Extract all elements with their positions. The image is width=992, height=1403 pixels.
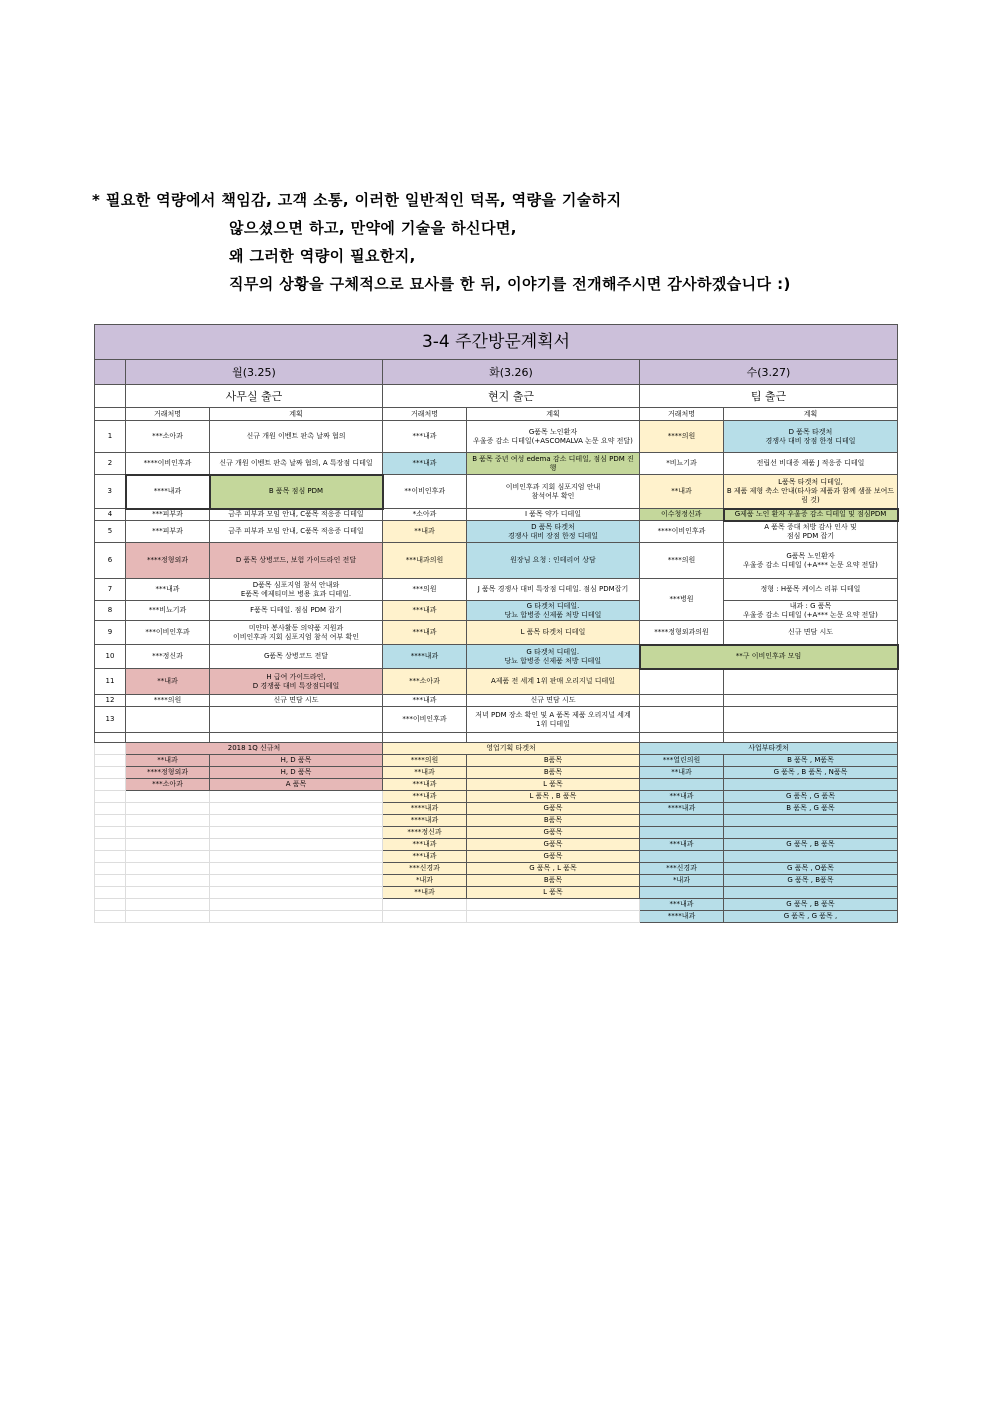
summary-division-client: **내과 xyxy=(640,767,724,779)
note-line-2: 않으셨으면 하고, 만약에 기술을 하신다면, xyxy=(229,219,517,237)
row-number: 11 xyxy=(95,669,126,695)
summary-planning-product: B품목 xyxy=(467,755,640,767)
summary-new-client: ***소아과 xyxy=(126,779,210,791)
note-line-1: * 필요한 역량에서 책임감, 고객 소통, 이러한 일반적인 덕목, 역량을 기술하지 xyxy=(92,191,622,209)
plan-row xyxy=(95,601,898,621)
tue-client: **이비인후과 xyxy=(383,475,467,509)
summary-planning-product: L 품목 , B 품목 xyxy=(467,791,640,803)
summary-division-client xyxy=(640,779,724,791)
mon-client: ****내과 xyxy=(126,475,210,509)
tue-plan: L 품목 타겟처 디테일 xyxy=(467,621,640,645)
tue-plan: 이비인후과 지회 심포지엄 안내 참석여부 확인 xyxy=(467,475,640,509)
wed-plan xyxy=(724,695,898,707)
summary-row xyxy=(95,851,898,863)
summary-new-client xyxy=(126,863,210,875)
tue-plan: G품목 노인환자 우울증 감소 디테일(+ASCOMALVA 논문 요약 전달) xyxy=(467,421,640,453)
summary-new-product xyxy=(210,803,383,815)
summary-division-product: G 품목 , G 품목 xyxy=(724,791,898,803)
summary-division-client: *내과 xyxy=(640,875,724,887)
mon-client: ***비뇨기과 xyxy=(126,601,210,621)
wed-client xyxy=(640,669,724,695)
mon-plan xyxy=(210,707,383,733)
tue-plan: B 품목 중년 여성 edema 감소 디테일, 점심 PDM 진행 xyxy=(467,453,640,475)
col-client: 거래처명 xyxy=(126,408,210,421)
plan-row xyxy=(95,421,898,453)
summary-planning-client: **내과 xyxy=(383,887,467,899)
tue-client: *소아과 xyxy=(383,509,467,521)
summary-new-client xyxy=(126,815,210,827)
place-mon: 사무실 출근 xyxy=(126,385,383,408)
mon-client xyxy=(126,707,210,733)
wed-plan: G제품 노인 환자 우울증 감소 디테일 및 점심PDM xyxy=(724,509,898,521)
summary-planning-client: ***내과 xyxy=(383,791,467,803)
mon-client: ***소아과 xyxy=(126,421,210,453)
note-line-3: 왜 그러한 역량이 필요한지, xyxy=(229,247,416,265)
wed-plan: A 품목 증대 처방 감사 인사 및 점심 PDM 잡기 xyxy=(724,521,898,543)
instruction-note xyxy=(92,186,791,298)
summary-new-product xyxy=(210,875,383,887)
plan-row xyxy=(95,521,898,543)
mon-client: ****이비인후과 xyxy=(126,453,210,475)
plan-row xyxy=(95,707,898,733)
mon-client: ***정신과 xyxy=(126,645,210,669)
summary-division-client: ***내과 xyxy=(640,839,724,851)
summary-new-product xyxy=(210,791,383,803)
summary-division-client xyxy=(640,851,724,863)
summary-division-client xyxy=(640,815,724,827)
tue-plan: G 타겟처 디테일. 당뇨 합병증 신제품 처방 디테일 xyxy=(467,645,640,669)
summary-division-product: G 품목 , B 품목 xyxy=(724,899,898,911)
mon-client: **내과 xyxy=(126,669,210,695)
summary-division-client: ***신경과 xyxy=(640,863,724,875)
mon-plan: F품목 디테일. 점심 PDM 잡기 xyxy=(210,601,383,621)
summary-division-client: ****내과 xyxy=(640,803,724,815)
summary-division-product: B 품목 , M품목 xyxy=(724,755,898,767)
summary-planning-product: G품목 xyxy=(467,839,640,851)
summary-header-new: 2018 1Q 신규처 xyxy=(126,743,383,755)
tue-plan: 원장님 요청 : 인테리어 상담 xyxy=(467,543,640,579)
summary-planning-client: *내과 xyxy=(383,875,467,887)
summary-header-division: 사업부타겟처 xyxy=(640,743,898,755)
summary-division-product: G 품목 , B 품목 , N품목 xyxy=(724,767,898,779)
spacer-row xyxy=(95,733,898,743)
summary-division-client: ****내과 xyxy=(640,911,724,923)
plan-row xyxy=(95,509,898,521)
summary-planning-client: ***내과 xyxy=(383,851,467,863)
summary-planning-product: G품목 xyxy=(467,851,640,863)
summary-row xyxy=(95,803,898,815)
mon-client: ***이비인후과 xyxy=(126,621,210,645)
mon-plan: G품목 상병코드 전달 xyxy=(210,645,383,669)
row-number: 4 xyxy=(95,509,126,521)
mon-client: ****정형외과 xyxy=(126,543,210,579)
plan-title: 3-4 주간방문계획서 xyxy=(95,325,898,360)
plan-row xyxy=(95,579,898,601)
plan-row xyxy=(95,453,898,475)
row-number: 1 xyxy=(95,421,126,453)
summary-planning-client: ****내과 xyxy=(383,803,467,815)
wed-plan: 전립선 비대증 제품 J 적응증 디테일 xyxy=(724,453,898,475)
mon-plan: H 급여 가이드라인, D 경쟁품 대비 특장점디테일 xyxy=(210,669,383,695)
summary-new-product xyxy=(210,851,383,863)
summary-new-product xyxy=(210,887,383,899)
summary-row xyxy=(95,863,898,875)
summary-body xyxy=(95,755,898,923)
tue-client: ***내과 xyxy=(383,621,467,645)
col-plan: 계획 xyxy=(210,408,383,421)
tue-plan: 신규 면담 시도 xyxy=(467,695,640,707)
row-number: 10 xyxy=(95,645,126,669)
note-line-4: 직무의 상황을 구체적으로 묘사를 한 뒤, 이야기를 전개해주시면 감사하겠습니다 :) xyxy=(229,275,791,293)
mon-client: ***피부과 xyxy=(126,521,210,543)
summary-division-product xyxy=(724,851,898,863)
summary-division-product: G 품목 , G 품목 , xyxy=(724,911,898,923)
mon-client: ****의원 xyxy=(126,695,210,707)
summary-planning-product xyxy=(467,899,640,911)
row-number: 6 xyxy=(95,543,126,579)
plan-row xyxy=(95,645,898,669)
mon-plan: B 품목 점심 PDM xyxy=(210,475,383,509)
summary-division-product: B 품목 , G 품목 xyxy=(724,803,898,815)
mon-plan: D 품목 상병코드, 보험 가이드라인 전달 xyxy=(210,543,383,579)
summary-row xyxy=(95,839,898,851)
summary-division-client: ***내과 xyxy=(640,791,724,803)
wed-client: *비뇨기과 xyxy=(640,453,724,475)
summary-new-product xyxy=(210,827,383,839)
wed-plan: 내과 : G 품목 우울증 감소 디테일 (+A*** 논문 요약 전달) xyxy=(724,601,898,621)
summary-planning-client: ***신경과 xyxy=(383,863,467,875)
row-number: 9 xyxy=(95,621,126,645)
summary-planning-client: ****내과 xyxy=(383,815,467,827)
summary-planning-product: G 품목 , L 품목 xyxy=(467,863,640,875)
place-tue: 현지 출근 xyxy=(383,385,640,408)
row-number: 3 xyxy=(95,475,126,509)
tue-client: ***이비인후과 xyxy=(383,707,467,733)
row-number: 7 xyxy=(95,579,126,601)
summary-new-product: H, D 품목 xyxy=(210,755,383,767)
summary-planning-client: ****의원 xyxy=(383,755,467,767)
summary-division-client: ***열린의원 xyxy=(640,755,724,767)
summary-planning-product: B품목 xyxy=(467,767,640,779)
summary-row xyxy=(95,827,898,839)
summary-new-client xyxy=(126,899,210,911)
weekly-visit-plan-table xyxy=(94,324,899,923)
tue-client: ***소아과 xyxy=(383,669,467,695)
col-client: 거래처명 xyxy=(640,408,724,421)
mon-plan: 신규 개원 이벤트 판촉 날짜 협의 xyxy=(210,421,383,453)
summary-planning-client: **내과 xyxy=(383,767,467,779)
mon-plan: D품목 심포지엄 참석 안내와 E품목 에제티미브 병용 효과 디테일. xyxy=(210,579,383,601)
summary-division-product xyxy=(724,815,898,827)
plan-row xyxy=(95,669,898,695)
plan-row xyxy=(95,543,898,579)
summary-planning-product: B품목 xyxy=(467,815,640,827)
wed-client: ****의원 xyxy=(640,543,724,579)
summary-planning-client xyxy=(383,911,467,923)
summary-new-product: A 품목 xyxy=(210,779,383,791)
wed-client xyxy=(640,707,724,733)
summary-planning-product xyxy=(467,911,640,923)
summary-planning-client: ****정신과 xyxy=(383,827,467,839)
summary-new-client xyxy=(126,839,210,851)
wed-meeting: **구 이비인후과 모임 xyxy=(640,645,898,669)
wed-plan: 신규 면담 시도 xyxy=(724,621,898,645)
row-number: 8 xyxy=(95,601,126,621)
wed-plan: D 품목 타겟처 경쟁사 대비 장점 한정 디테일 xyxy=(724,421,898,453)
summary-new-product xyxy=(210,839,383,851)
summary-division-product: G 품목 , B품목 xyxy=(724,875,898,887)
wed-client: **내과 xyxy=(640,475,724,509)
tue-plan: A제품 전 세계 1위 판매 오리지널 디테일 xyxy=(467,669,640,695)
summary-new-product xyxy=(210,911,383,923)
summary-new-client xyxy=(126,911,210,923)
summary-division-product: G 품목 , B 품목 xyxy=(724,839,898,851)
summary-row xyxy=(95,779,898,791)
wed-client: ***병원 xyxy=(640,579,724,621)
tue-client: ***의원 xyxy=(383,579,467,601)
summary-row xyxy=(95,887,898,899)
summary-planning-product: L 품목 xyxy=(467,887,640,899)
tue-client: ***내과 xyxy=(383,421,467,453)
plan-title-row xyxy=(95,325,898,360)
summary-division-client: ***내과 xyxy=(640,899,724,911)
wed-plan: L품목 타겟처 디테일, B 제품 제형 축소 안내(타사와 제품과 함께 샘플 보여드림 것) xyxy=(724,475,898,509)
summary-planning-product: G품목 xyxy=(467,827,640,839)
tue-plan: J 품목 경쟁사 대비 특장점 디테일. 점심 PDM잡기 xyxy=(467,579,640,601)
mon-plan: 신규 개원 이벤트 판촉 날짜 협의, A 특장점 디테일 xyxy=(210,453,383,475)
summary-planning-client: ***내과 xyxy=(383,779,467,791)
summary-division-product xyxy=(724,887,898,899)
summary-planning-product: G품목 xyxy=(467,803,640,815)
wed-client: ****의원 xyxy=(640,421,724,453)
tue-plan: 저녁 PDM 장소 확인 및 A 품목 제품 오리지널 세계 1위 디테일 xyxy=(467,707,640,733)
day-header-row xyxy=(95,360,898,385)
plan-body xyxy=(95,421,898,733)
col-plan: 계획 xyxy=(467,408,640,421)
tue-client: **내과 xyxy=(383,521,467,543)
summary-division-client xyxy=(640,887,724,899)
summary-new-product xyxy=(210,815,383,827)
tue-client: ***내과 xyxy=(383,695,467,707)
summary-new-client: ****정형외과 xyxy=(126,767,210,779)
plan-row xyxy=(95,621,898,645)
summary-row xyxy=(95,815,898,827)
summary-row xyxy=(95,875,898,887)
day-wed: 수(3.27) xyxy=(640,360,898,385)
place-row xyxy=(95,385,898,408)
summary-division-product: G 품목 , O품목 xyxy=(724,863,898,875)
tue-client: ***내과 xyxy=(383,453,467,475)
summary-planning-client xyxy=(383,899,467,911)
tue-client: ***내과의원 xyxy=(383,543,467,579)
summary-header-planning: 영업기획 타겟처 xyxy=(383,743,640,755)
wed-client: ****이비인후과 xyxy=(640,521,724,543)
wed-client: 이수청정신과 xyxy=(640,509,724,521)
wed-plan: 정형 : H품목 케이스 리뷰 디테일 xyxy=(724,579,898,601)
tue-client: ***내과 xyxy=(383,601,467,621)
summary-division-product xyxy=(724,779,898,791)
summary-new-client xyxy=(126,887,210,899)
summary-division-product xyxy=(724,827,898,839)
summary-planning-product: B품목 xyxy=(467,875,640,887)
row-number: 2 xyxy=(95,453,126,475)
summary-new-client xyxy=(126,851,210,863)
summary-new-client xyxy=(126,791,210,803)
plan-row xyxy=(95,475,898,509)
summary-row xyxy=(95,791,898,803)
wed-client: ****정형외과의원 xyxy=(640,621,724,645)
summary-new-client xyxy=(126,827,210,839)
summary-new-client: **내과 xyxy=(126,755,210,767)
col-plan: 계획 xyxy=(724,408,898,421)
summary-row xyxy=(95,767,898,779)
mon-plan: 미얀마 봉사활동 의약품 지원과 이비인후과 지회 심포지엄 참석 여부 확인 xyxy=(210,621,383,645)
mon-client: ***피부과 xyxy=(126,509,210,521)
row-number: 12 xyxy=(95,695,126,707)
mon-plan: 신규 면담 시도 xyxy=(210,695,383,707)
summary-division-client xyxy=(640,827,724,839)
summary-planning-product: L 품목 xyxy=(467,779,640,791)
wed-plan xyxy=(724,707,898,733)
day-tue: 화(3.26) xyxy=(383,360,640,385)
place-wed: 팀 출근 xyxy=(640,385,898,408)
summary-new-product xyxy=(210,863,383,875)
wed-plan: G품목 노인환자 우울증 감소 디테일 (+A*** 논문 요약 전달) xyxy=(724,543,898,579)
summary-new-client xyxy=(126,803,210,815)
mon-plan: 금주 피부과 모임 안내, C품목 적응증 디테일 xyxy=(210,509,383,521)
tue-client: ****내과 xyxy=(383,645,467,669)
summary-new-product: H, D 품목 xyxy=(210,767,383,779)
mon-plan: 금주 피부과 모임 안내, C품목 적응증 디테일 xyxy=(210,521,383,543)
tue-plan: G 타겟처 디테일. 당뇨 합병증 신제품 처방 디테일 xyxy=(467,601,640,621)
summary-header-row xyxy=(95,743,898,755)
wed-plan xyxy=(724,669,898,695)
summary-row xyxy=(95,899,898,911)
column-header-row xyxy=(95,408,898,421)
summary-new-product xyxy=(210,899,383,911)
summary-row xyxy=(95,755,898,767)
summary-new-client xyxy=(126,875,210,887)
row-number: 13 xyxy=(95,707,126,733)
tue-plan: D 품목 타겟처 경쟁사 대비 장점 한정 디테일 xyxy=(467,521,640,543)
day-mon: 월(3.25) xyxy=(126,360,383,385)
row-number: 5 xyxy=(95,521,126,543)
col-client: 거래처명 xyxy=(383,408,467,421)
summary-planning-client: ***내과 xyxy=(383,839,467,851)
plan-row xyxy=(95,695,898,707)
tue-plan: I 품목 약가 디테일 xyxy=(467,509,640,521)
summary-row xyxy=(95,911,898,923)
mon-client: ***내과 xyxy=(126,579,210,601)
wed-client xyxy=(640,695,724,707)
